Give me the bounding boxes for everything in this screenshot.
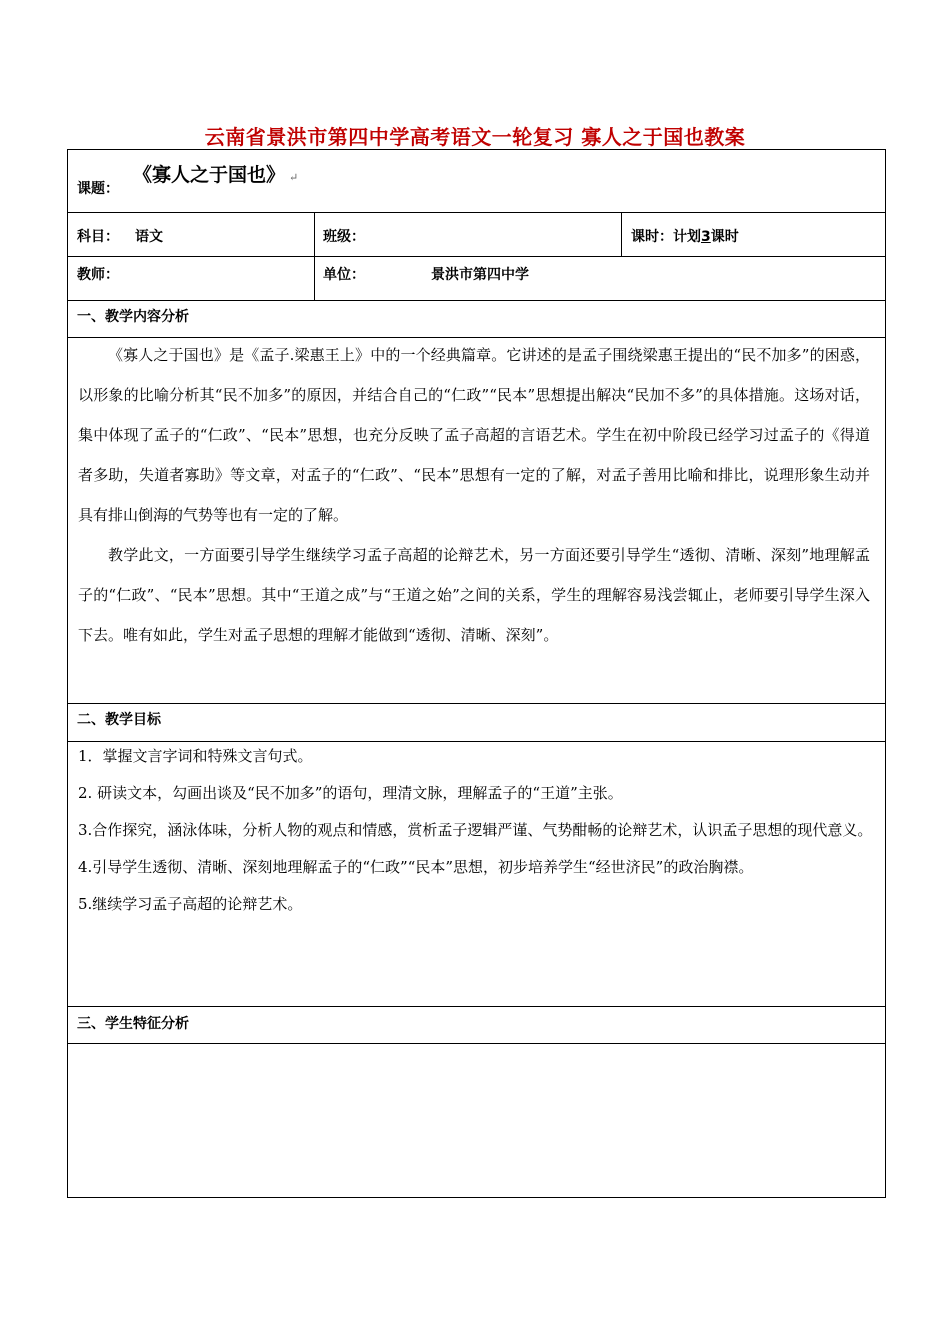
hours-label: 课时：计划 [631,229,701,245]
list-item: 3.合作探究，涵泳体味，分析人物的观点和情感，赏析孟子逻辑严谨、气势酣畅的论辩艺术，认识孟子思想的现代意义。 [78,821,873,839]
row-divider [67,300,886,301]
paragraph: 《寡人之于国也》是《孟子.梁惠王上》中的一个经典篇章。它讲述的是孟子围绕梁惠王提出的“民不加多”的困惑，以形象的比喻分析其“民不加多”的原因，并结合自己的“仁政”“民本”思想提出解决“民加不多”的具体措施。这场对话，集中体现了孟子的“仁政”、“民本”思想，也充分反映了孟子高超的言语艺术。学生在初中阶段已经学习过孟子的《得道者多助，失道者寡助》等文章，对孟子的“仁政”、“民本”思想有一定的了解，对孟子善用比喻和排比，说理形象生动并具有排山倒海的气势等也有一定的了解。 [78,346,870,524]
paragraph: 教学此文，一方面要引导学生继续学习孟子高超的论辩艺术，另一方面还要引导学生“透彻、清晰、深刻”地理解孟子的“仁政”、“民本”思想。其中“王道之成”与“王道之始”之间的关系，学生的理解容易浅尝辄止，老师要引导学生深入下去。唯有如此，学生对孟子思想的理解才能做到“透彻、清晰、深刻”。 [78,546,870,644]
paragraph-mark-icon: ↵ [289,171,299,184]
lesson-title [133,160,298,187]
content-analysis-body [78,335,870,655]
column-divider [314,212,315,300]
hours-number: 3 [701,229,711,245]
section-heading-content-analysis: 一、教学内容分析 [77,309,189,325]
row-divider [67,1043,886,1044]
hours-field [631,226,739,246]
unit-label: 单位： [323,267,365,283]
list-item: 4.引导学生透彻、清晰、深刻地理解孟子的“仁政”“民本”思想，初步培养学生“经世济民”的政治胸襟。 [78,858,754,876]
teaching-goals-list [78,738,876,923]
row-divider [67,703,886,704]
row-divider [67,256,886,257]
list-item: 1．掌握文言字词和特殊文言句式。 [78,747,313,765]
column-divider [621,212,622,256]
lesson-title-text: 《寡人之于国也》 [133,164,286,186]
list-item: 5.继续学习孟子高超的论辩艺术。 [78,895,303,913]
hours-suffix: 课时 [710,229,739,245]
teacher-label: 教师： [77,267,119,283]
row-divider [67,1006,886,1007]
unit-value: 景洪市第四中学 [431,267,529,283]
section-heading-student-analysis: 三、学生特征分析 [77,1016,189,1032]
class-label: 班级： [323,229,365,245]
subject-value: 语文 [135,229,163,245]
subject-label: 科目： [77,229,119,245]
lesson-plan-table [67,149,886,1198]
document-title: 云南省景洪市第四中学高考语文一轮复习 寡人之于国也教案 [204,125,746,149]
row-divider [67,212,886,213]
section-heading-teaching-goals: 二、教学目标 [77,712,161,728]
list-item: 2. 研读文本，勾画出谈及“民不加多”的语句，理清文脉，理解孟子的“王道”主张。 [78,784,623,802]
topic-label: 课题： [77,181,119,197]
